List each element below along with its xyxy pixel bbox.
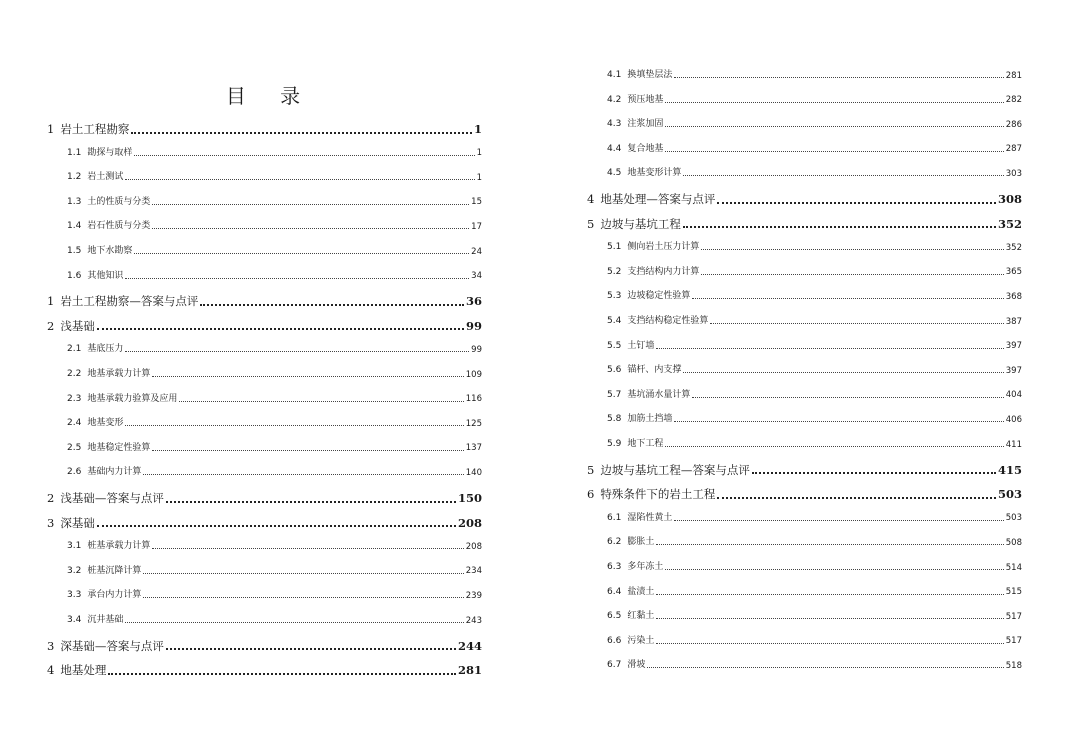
toc-page-number: 517 [1005,611,1022,622]
toc-page-number: 286 [1005,119,1022,130]
toc-entry-number: 1.1 [67,147,82,158]
dot-leader [108,673,456,675]
dot-leader [692,397,1003,398]
dot-leader [692,298,1003,299]
toc-entry-number: 2.4 [67,418,82,429]
toc-section-entry [607,145,1022,154]
toc-page-number: 244 [457,638,482,653]
toc-entry-number: 1 [47,122,55,136]
dot-leader [656,618,1003,619]
toc-entry-label [587,489,715,501]
toc-page-number: 99 [471,344,482,355]
toc-page-number: 99 [465,318,482,333]
toc-chapter-entry [47,515,482,530]
toc-chapter-entry [47,665,482,677]
toc-entry-number: 4 [587,192,595,206]
toc-entry-text: 地基变形 [87,418,124,429]
toc-entry-number: 5.5 [607,340,622,351]
toc-entry-text: 承台内力计算 [87,590,142,601]
toc-entry-label [607,391,690,400]
toc-entry-number: 3 [47,638,55,653]
toc-entry-text: 红黏土 [627,611,655,622]
dot-leader [717,202,996,204]
toc-page-number: 518 [1005,660,1022,671]
toc-page-number: 34 [471,271,482,282]
toc-entry-text: 滑坡 [627,660,646,671]
toc-page-number: 406 [1005,414,1022,425]
toc-entry-text: 地基处理 [60,663,107,678]
toc-section-entry [607,96,1022,105]
toc-entry-number: 5.6 [607,365,622,376]
toc-section-entry [607,440,1022,449]
toc-entry-text: 地基稳定性验算 [87,442,151,453]
toc-section-entry [607,514,1022,523]
dot-leader [701,274,1003,275]
toc-entry-number: 2 [47,318,55,333]
toc-section-entry [607,120,1022,129]
toc-page-number: 365 [1005,267,1022,278]
dot-leader [683,175,1003,176]
toc-entry-text: 土钉墙 [627,340,655,351]
toc-chapter-entry [47,493,482,505]
toc-section-entry [607,366,1022,375]
toc-entry-number: 3 [47,515,55,530]
toc-section-entry [67,272,482,281]
toc-entry-label [67,567,141,576]
toc-section-entry [607,661,1022,670]
toc-entry-label [587,194,715,206]
toc-entry-text: 岩石性质与分类 [87,221,151,232]
dot-leader [166,648,456,650]
toc-entry-number: 4 [47,663,55,678]
toc-page-number: 243 [465,615,482,626]
toc-entry-label [67,149,132,158]
toc-entry-text: 岩土工程勘察 [60,122,130,136]
toc-entry-label [47,515,95,530]
dot-leader [125,179,474,180]
toc-section-entry [67,222,482,231]
toc-page-number: 24 [471,246,482,257]
toc-entry-number: 5.4 [607,316,622,326]
toc-entry-number: 5.9 [607,439,622,449]
toc-entry-text: 边坡与基坑工程—答案与点评 [600,462,750,477]
dot-leader [152,548,463,549]
dot-leader [665,569,1003,570]
toc-section-entry [607,588,1022,597]
toc-page-number: 1 [473,122,482,136]
toc-entry-number: 6.5 [607,611,622,622]
toc-entry-number: 6.1 [607,512,622,523]
toc-entry-text: 浅基础 [60,318,95,333]
toc-entry-text: 其他知识 [87,270,124,281]
toc-page-number: 282 [1005,95,1022,106]
dot-leader [125,278,469,279]
dot-leader [674,421,1003,422]
toc-page-number: 239 [465,590,482,601]
toc-page-number: 15 [471,197,482,208]
toc-section-entry [67,149,482,158]
toc-section-entry [67,468,482,477]
toc-section-entry [607,169,1022,178]
toc-entry-text: 深基础—答案与点评 [60,638,164,653]
toc-entry-label [67,345,123,354]
toc-section-entry [607,391,1022,400]
toc-chapter-entry [587,462,1022,477]
toc-page-number: 503 [1005,513,1022,524]
toc-entry-label [67,419,123,428]
toc-entry-label [67,444,150,453]
toc-title: 目 录 [225,84,315,108]
toc-section-entry [607,415,1022,424]
toc-page-number: 116 [465,394,482,405]
toc-page-number: 109 [465,369,482,380]
dot-leader [665,446,1003,447]
toc-entry-text: 岩土工程勘察—答案与点评 [60,294,199,309]
toc-section-entry [607,268,1022,277]
toc-entry-number: 4.2 [607,94,622,105]
dot-leader [752,472,996,474]
dot-leader [656,348,1003,349]
toc-entry-number: 1 [47,294,55,309]
toc-section-entry [67,345,482,354]
dot-leader [97,525,456,527]
toc-page-number: 140 [465,467,482,478]
toc-page-number: 1 [476,172,482,183]
dot-leader [683,372,1003,373]
toc-section-entry [607,612,1022,621]
toc-entry-text: 湿陷性黄土 [627,512,673,523]
toc-entry-number: 6.6 [607,635,622,646]
toc-section-entry [67,173,482,182]
toc-entry-text: 桩基承载力计算 [87,541,151,552]
toc-entry-text: 边坡与基坑工程 [600,216,681,231]
dot-leader [134,253,469,254]
dot-leader [179,401,463,402]
toc-entry-label [607,415,672,424]
toc-entry-number: 5.2 [607,266,622,277]
toc-entry-label [67,198,150,207]
toc-entry-number: 4.3 [607,119,622,130]
toc-section-entry [67,542,482,551]
toc-page-number: 387 [1005,316,1022,327]
toc-entry-text: 土的性质与分类 [87,196,151,207]
toc-page-number: 137 [465,443,482,454]
toc-entry-label [607,366,681,375]
dot-leader [134,155,474,156]
toc-section-entry [67,567,482,576]
toc-entry-number: 5.7 [607,389,622,400]
toc-page-number: 208 [465,541,482,552]
toc-entry-label [67,247,132,256]
toc-entry-text: 浅基础—答案与点评 [60,491,164,505]
toc-entry-text: 污染土 [627,635,655,646]
toc-section-entry [607,342,1022,351]
dot-leader [143,573,463,574]
toc-entry-text: 注浆加固 [627,119,664,130]
toc-section-entry [607,563,1022,572]
toc-entry-label [67,468,141,477]
toc-entry-number: 3.2 [67,565,82,576]
toc-entry-label [607,268,699,277]
toc-entry-text: 盐渍土 [627,586,655,597]
toc-entry-text: 支挡结构内力计算 [627,266,700,277]
toc-chapter-entry [47,638,482,653]
dot-leader [665,102,1003,103]
toc-entry-label [47,318,95,333]
toc-section-entry [67,247,482,256]
toc-section-entry [607,637,1022,646]
toc-entry-number: 1.5 [67,246,82,256]
toc-entry-text: 沉井基础 [87,615,124,625]
toc-entry-text: 特殊条件下的岩土工程 [600,487,716,502]
toc-entry-number: 5.8 [607,414,622,425]
toc-section-entry [67,419,482,428]
toc-entry-number: 2.3 [67,393,82,404]
dot-leader [683,226,996,228]
toc-entry-number: 2.6 [67,467,82,478]
toc-entry-text: 深基础 [60,515,95,530]
dot-leader [125,351,469,352]
toc-entry-label [67,173,123,182]
toc-entry-number: 4.4 [607,143,622,154]
toc-page-number: 234 [465,566,482,577]
dot-leader [710,323,1003,324]
dot-leader [152,228,469,229]
dot-leader [665,151,1003,152]
toc-chapter-entry [587,194,1022,206]
toc-section-entry [67,198,482,207]
dot-leader [200,304,464,306]
toc-entry-number: 6.4 [607,586,622,597]
dot-leader [656,544,1003,545]
toc-page-number: 150 [457,491,482,505]
toc-entry-text: 地基承载力计算 [87,369,151,379]
toc-chapter-entry [587,489,1022,501]
toc-entry-text: 地基承载力验算及应用 [87,393,178,404]
toc-section-entry [67,444,482,453]
toc-entry-label [607,317,708,326]
toc-entry-number: 4.5 [607,168,622,179]
toc-entry-label [607,243,699,252]
toc-page-number: 308 [997,192,1022,206]
toc-entry-number: 2.5 [67,442,82,453]
toc-entry-text: 侧向岩土压力计算 [627,242,700,253]
toc-entry-text: 支挡结构稳定性验算 [627,316,709,326]
toc-entry-label [607,588,654,597]
toc-entry-text: 地基变形计算 [627,168,682,179]
toc-entry-label [607,71,672,80]
toc-entry-label [607,145,663,154]
dot-leader [717,497,996,499]
toc-entry-label [607,612,654,621]
toc-entry-label [607,292,690,301]
toc-entry-text: 锚杆、内支撑 [627,365,682,376]
toc-entry-text: 基底压力 [87,344,124,355]
toc-entry-text: 地基处理—答案与点评 [600,192,716,206]
toc-entry-label [67,272,123,281]
toc-page-number: 17 [471,221,482,232]
toc-entry-number: 3.4 [67,615,82,625]
toc-entry-number: 6 [587,487,595,502]
toc-chapter-entry [47,318,482,333]
toc-entry-number: 5.3 [607,291,622,302]
dot-leader [656,643,1003,644]
dot-leader [125,622,463,623]
dot-leader [674,77,1003,78]
toc-section-entry [607,292,1022,301]
toc-entry-label [607,169,681,178]
toc-chapter-entry [47,124,482,136]
dot-leader [143,474,463,475]
dot-leader [166,501,456,503]
toc-entry-label [47,638,164,653]
toc-entry-text: 基础内力计算 [87,467,142,478]
dot-leader [152,376,463,377]
toc-entry-text: 地下工程 [627,439,664,449]
toc-entry-number: 5 [587,216,595,231]
toc-page-number: 352 [1005,242,1022,253]
toc-entry-number: 3.1 [67,541,82,552]
toc-entry-text: 膨胀土 [627,537,655,548]
dot-leader [647,667,1003,668]
dot-leader [656,594,1003,595]
toc-page-number: 514 [1005,562,1022,573]
toc-page-number: 36 [465,294,482,309]
toc-entry-label [587,216,681,231]
toc-page-number: 1 [476,148,482,159]
toc-entry-label [607,440,663,449]
toc-entry-text: 复合地基 [627,143,664,154]
toc-entry-text: 换填垫层法 [627,70,673,80]
toc-page-number: 397 [1005,341,1022,352]
toc-page-right [540,0,1080,740]
toc-section-entry [607,317,1022,326]
toc-entry-number: 1.3 [67,196,82,207]
toc-page-number: 125 [465,418,482,429]
toc-entry-number: 4.1 [607,70,622,80]
toc-entry-text: 多年冻土 [627,562,664,572]
toc-page-number: 208 [457,515,482,530]
toc-page-number: 397 [1005,365,1022,376]
toc-page-number: 281 [457,663,482,678]
toc-page-number: 352 [997,216,1022,231]
toc-section-entry [67,370,482,379]
dot-leader [665,126,1003,127]
toc-entry-text: 桩基沉降计算 [87,565,142,576]
toc-entry-label [67,542,150,551]
toc-entry-text: 勘探与取样 [87,147,133,158]
dot-leader [152,450,463,451]
toc-entry-label [607,96,663,105]
toc-page-number: 515 [1005,587,1022,598]
toc-entry-number: 5 [587,462,595,477]
toc-entry-label [607,563,663,572]
toc-entry-number: 6.3 [607,562,622,572]
dot-leader [125,425,463,426]
toc-section-entry [67,616,482,625]
toc-entry-number: 1.4 [67,221,82,232]
toc-entry-label [47,124,129,136]
toc-entry-label [67,591,141,600]
toc-page-number: 411 [1005,439,1022,450]
toc-entry-text: 岩土测试 [87,172,124,183]
toc-entry-label [47,493,164,505]
toc-entry-number: 2.1 [67,344,82,355]
dot-leader [97,328,464,330]
toc-entry-number: 2 [47,491,55,505]
toc-entry-number: 5.1 [607,242,622,253]
dot-leader [131,132,472,134]
toc-page-number: 415 [997,462,1022,477]
toc-entry-number: 6.7 [607,660,622,671]
toc-page-number: 503 [997,487,1022,502]
toc-entry-label [607,342,654,351]
toc-entry-text: 基坑涌水量计算 [627,389,691,400]
toc-entry-text: 地下水勘察 [87,246,133,256]
toc-section-entry [607,243,1022,252]
toc-entry-number: 3.3 [67,590,82,601]
toc-entry-label [607,637,654,646]
toc-chapter-entry [47,296,482,308]
toc-entry-text: 预压地基 [627,94,664,105]
toc-entry-number: 1.6 [67,270,82,281]
toc-page-number: 517 [1005,636,1022,647]
toc-page-number: 303 [1005,168,1022,179]
toc-entry-label [47,296,198,308]
toc-chapter-entry [587,216,1022,231]
toc-entry-number: 6.2 [607,537,622,548]
toc-page-number: 508 [1005,537,1022,548]
toc-page-number: 281 [1005,70,1022,81]
dot-leader [701,249,1003,250]
toc-section-entry [607,538,1022,547]
toc-page-number: 404 [1005,390,1022,401]
toc-entry-number: 1.2 [67,172,82,183]
toc-section-entry [67,395,482,404]
dot-leader [674,520,1003,521]
toc-entry-label [607,661,645,670]
toc-entry-label [67,395,177,404]
toc-entry-label [607,120,663,129]
toc-entry-text: 加筋土挡墙 [627,414,673,425]
toc-entry-label [67,370,150,379]
toc-entry-label [47,665,106,677]
toc-entry-label [607,514,672,523]
toc-section-entry [67,591,482,600]
toc-entry-number: 2.2 [67,369,82,379]
toc-section-entry [607,71,1022,80]
toc-page-number: 287 [1005,144,1022,155]
toc-entry-label [67,222,150,231]
toc-entry-label [587,462,750,477]
dot-leader [152,204,469,205]
dot-leader [143,597,463,598]
toc-entry-text: 边坡稳定性验算 [627,291,691,302]
toc-entry-label [67,616,123,625]
toc-page-number: 368 [1005,291,1022,302]
toc-entry-label [607,538,654,547]
